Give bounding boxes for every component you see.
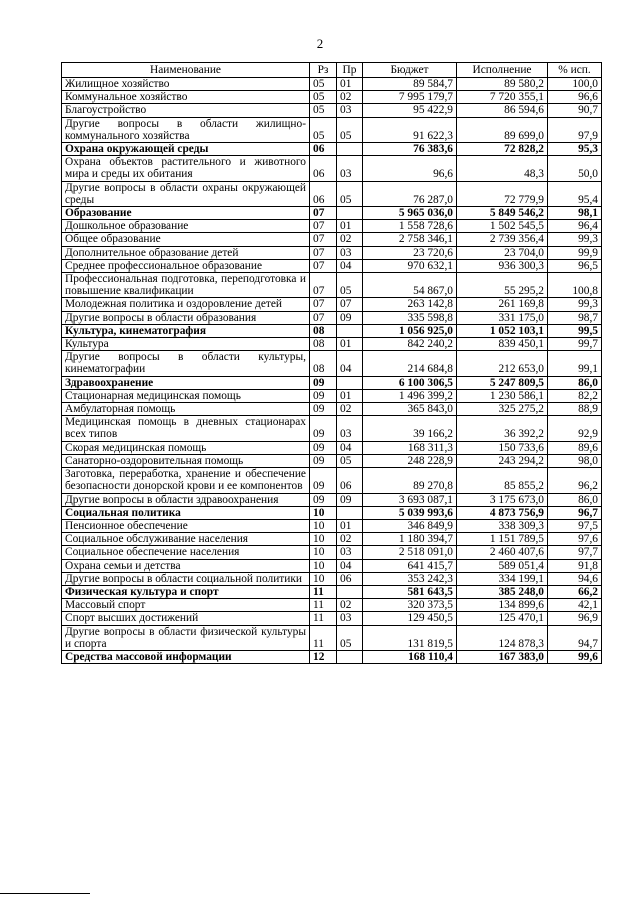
row-execution: 55 295,2 (457, 273, 548, 298)
table-row (62, 181, 602, 206)
section-row (62, 585, 602, 598)
row-name: Другие вопросы в области социальной политики (62, 572, 310, 585)
table-row (62, 78, 602, 91)
row-percent: 99,5 (548, 324, 602, 337)
table-row (62, 559, 602, 572)
table-row (62, 389, 602, 402)
row-pr (337, 376, 363, 389)
row-budget: 7 995 179,7 (363, 91, 457, 104)
row-name: Здравоохранение (62, 376, 310, 389)
row-percent: 98,0 (548, 454, 602, 467)
table-row (62, 599, 602, 612)
row-percent: 94,6 (548, 572, 602, 585)
row-rz: 07 (310, 259, 337, 272)
table-row (62, 612, 602, 625)
row-execution: 4 873 756,9 (457, 506, 548, 519)
row-name: Социальное обслуживание населения (62, 533, 310, 546)
row-execution: 2 739 356,4 (457, 233, 548, 246)
row-execution: 261 169,8 (457, 298, 548, 311)
row-name: Благоустройство (62, 104, 310, 117)
row-name: Среднее профессиональное образование (62, 259, 310, 272)
row-rz: 09 (310, 403, 337, 416)
row-pr: 02 (337, 403, 363, 416)
row-rz: 05 (310, 91, 337, 104)
row-execution: 936 300,3 (457, 259, 548, 272)
row-pr (337, 207, 363, 220)
row-budget: 346 849,9 (363, 519, 457, 532)
row-name: Профессиональная подготовка, переподготовка и повышение квалификации (62, 273, 310, 298)
header-percent: % исп. (548, 63, 602, 78)
row-name: Другие вопросы в области культуры, кинематографии (62, 351, 310, 376)
row-execution: 5 849 546,2 (457, 207, 548, 220)
table-row (62, 416, 602, 441)
row-rz: 11 (310, 612, 337, 625)
row-pr: 05 (337, 454, 363, 467)
row-percent: 88,9 (548, 403, 602, 416)
row-execution: 331 175,0 (457, 311, 548, 324)
row-name: Пенсионное обеспечение (62, 519, 310, 532)
section-row (62, 650, 602, 663)
row-percent: 100,8 (548, 273, 602, 298)
row-execution: 7 720 355,1 (457, 91, 548, 104)
row-budget: 96,6 (363, 156, 457, 181)
row-pr: 01 (337, 220, 363, 233)
row-name: Массовый спорт (62, 599, 310, 612)
row-budget: 6 100 306,5 (363, 376, 457, 389)
row-percent: 96,5 (548, 259, 602, 272)
row-rz: 11 (310, 585, 337, 598)
table-row (62, 91, 602, 104)
row-rz: 09 (310, 468, 337, 493)
row-rz: 07 (310, 220, 337, 233)
row-name: Заготовка, переработка, хранение и обеспечение безопасности донорской крови и ее компонентов (62, 468, 310, 493)
row-pr: 01 (337, 389, 363, 402)
row-rz: 07 (310, 233, 337, 246)
row-name: Социальная политика (62, 506, 310, 519)
row-budget: 76 287,0 (363, 181, 457, 206)
table-row (62, 625, 602, 650)
row-name: Жилищное хозяйство (62, 78, 310, 91)
row-execution: 1 052 103,1 (457, 324, 548, 337)
page-number: 2 (316, 36, 324, 51)
header-execution: Исполнение (457, 63, 548, 78)
row-percent: 42,1 (548, 599, 602, 612)
row-percent: 94,7 (548, 625, 602, 650)
row-budget: 214 684,8 (363, 351, 457, 376)
row-name: Культура (62, 338, 310, 351)
table-row (62, 246, 602, 259)
row-percent: 100,0 (548, 78, 602, 91)
section-row (62, 376, 602, 389)
row-rz: 09 (310, 376, 337, 389)
row-percent: 98,1 (548, 207, 602, 220)
row-percent: 98,7 (548, 311, 602, 324)
table-row (62, 519, 602, 532)
row-rz: 10 (310, 519, 337, 532)
row-budget: 970 632,1 (363, 259, 457, 272)
section-row (62, 324, 602, 337)
row-budget: 2 518 091,0 (363, 546, 457, 559)
row-rz: 07 (310, 311, 337, 324)
row-execution: 134 899,6 (457, 599, 548, 612)
row-rz: 05 (310, 117, 337, 142)
row-budget: 168 311,3 (363, 441, 457, 454)
row-percent: 96,6 (548, 91, 602, 104)
row-rz: 09 (310, 389, 337, 402)
row-pr: 02 (337, 91, 363, 104)
row-budget: 248 228,9 (363, 454, 457, 467)
row-name: Физическая культура и спорт (62, 585, 310, 598)
row-rz: 08 (310, 351, 337, 376)
row-execution: 385 248,0 (457, 585, 548, 598)
row-name: Дошкольное образование (62, 220, 310, 233)
row-pr: 03 (337, 612, 363, 625)
row-execution: 3 175 673,0 (457, 493, 548, 506)
table-row (62, 311, 602, 324)
row-pr: 02 (337, 599, 363, 612)
table-row (62, 351, 602, 376)
row-budget: 3 693 087,1 (363, 493, 457, 506)
header-name: Наименование (62, 63, 310, 78)
row-pr: 09 (337, 493, 363, 506)
row-pr (337, 324, 363, 337)
header-budget: Бюджет (363, 63, 457, 78)
row-pr: 06 (337, 572, 363, 585)
row-pr: 03 (337, 416, 363, 441)
row-pr: 06 (337, 468, 363, 493)
row-percent: 90,7 (548, 104, 602, 117)
row-rz: 07 (310, 298, 337, 311)
row-budget: 95 422,9 (363, 104, 457, 117)
row-name: Молодежная политика и оздоровление детей (62, 298, 310, 311)
row-budget: 131 819,5 (363, 625, 457, 650)
section-row (62, 143, 602, 156)
table-row (62, 493, 602, 506)
row-name: Медицинская помощь в дневных стационарах всех типов (62, 416, 310, 441)
row-rz: 09 (310, 454, 337, 467)
row-percent: 97,9 (548, 117, 602, 142)
row-rz: 12 (310, 650, 337, 663)
row-pr: 09 (337, 311, 363, 324)
table-row (62, 468, 602, 493)
row-rz: 09 (310, 416, 337, 441)
row-rz: 06 (310, 181, 337, 206)
row-execution: 124 878,3 (457, 625, 548, 650)
section-row (62, 506, 602, 519)
row-rz: 10 (310, 572, 337, 585)
row-execution: 2 460 407,6 (457, 546, 548, 559)
row-name: Другие вопросы в области образования (62, 311, 310, 324)
row-budget: 5 039 993,6 (363, 506, 457, 519)
table-row (62, 454, 602, 467)
row-pr: 05 (337, 625, 363, 650)
row-name: Другие вопросы в области физической культуры и спорта (62, 625, 310, 650)
row-budget: 842 240,2 (363, 338, 457, 351)
row-budget: 1 558 728,6 (363, 220, 457, 233)
row-rz: 07 (310, 246, 337, 259)
row-percent: 99,1 (548, 351, 602, 376)
row-budget: 39 166,2 (363, 416, 457, 441)
row-pr: 04 (337, 559, 363, 572)
row-percent: 66,2 (548, 585, 602, 598)
row-name: Коммунальное хозяйство (62, 91, 310, 104)
row-execution: 72 779,9 (457, 181, 548, 206)
row-execution: 36 392,2 (457, 416, 548, 441)
row-percent: 91,8 (548, 559, 602, 572)
row-name: Образование (62, 207, 310, 220)
row-pr (337, 585, 363, 598)
row-budget: 168 110,4 (363, 650, 457, 663)
row-rz: 05 (310, 78, 337, 91)
row-execution: 243 294,2 (457, 454, 548, 467)
row-rz: 10 (310, 546, 337, 559)
row-name: Другие вопросы в области здравоохранения (62, 493, 310, 506)
row-percent: 82,2 (548, 389, 602, 402)
row-rz: 07 (310, 273, 337, 298)
row-rz: 11 (310, 599, 337, 612)
row-percent: 86,0 (548, 493, 602, 506)
row-execution: 1 230 586,1 (457, 389, 548, 402)
row-name: Санаторно-оздоровительная помощь (62, 454, 310, 467)
row-percent: 99,3 (548, 233, 602, 246)
row-percent: 97,5 (548, 519, 602, 532)
row-pr: 01 (337, 78, 363, 91)
row-execution: 5 247 809,5 (457, 376, 548, 389)
row-execution: 125 470,1 (457, 612, 548, 625)
row-execution: 212 653,0 (457, 351, 548, 376)
row-budget: 5 965 036,0 (363, 207, 457, 220)
row-execution: 89 580,2 (457, 78, 548, 91)
row-rz: 09 (310, 441, 337, 454)
row-percent: 97,6 (548, 533, 602, 546)
row-name: Амбулаторная помощь (62, 403, 310, 416)
row-execution: 89 699,0 (457, 117, 548, 142)
row-percent: 50,0 (548, 156, 602, 181)
header-pr: Пр (337, 63, 363, 78)
row-budget: 91 622,3 (363, 117, 457, 142)
row-rz: 08 (310, 338, 337, 351)
row-execution: 167 383,0 (457, 650, 548, 663)
row-execution: 334 199,1 (457, 572, 548, 585)
table-row (62, 220, 602, 233)
row-name: Дополнительное образование детей (62, 246, 310, 259)
table-row (62, 298, 602, 311)
table-row (62, 546, 602, 559)
row-budget: 89 270,8 (363, 468, 457, 493)
row-pr: 02 (337, 233, 363, 246)
row-percent: 96,7 (548, 506, 602, 519)
row-execution: 589 051,4 (457, 559, 548, 572)
row-rz: 11 (310, 625, 337, 650)
row-name: Стационарная медицинская помощь (62, 389, 310, 402)
budget-table (61, 62, 602, 664)
row-name: Социальное обеспечение населения (62, 546, 310, 559)
header-rz: Рз (310, 63, 337, 78)
row-pr: 04 (337, 441, 363, 454)
row-budget: 1 056 925,0 (363, 324, 457, 337)
row-execution: 338 309,3 (457, 519, 548, 532)
row-budget: 581 643,5 (363, 585, 457, 598)
row-pr: 04 (337, 351, 363, 376)
row-pr: 01 (337, 519, 363, 532)
row-budget: 365 843,0 (363, 403, 457, 416)
row-budget: 335 598,8 (363, 311, 457, 324)
row-budget: 320 373,5 (363, 599, 457, 612)
row-budget: 263 142,8 (363, 298, 457, 311)
row-percent: 89,6 (548, 441, 602, 454)
section-row (62, 207, 602, 220)
row-pr: 03 (337, 546, 363, 559)
row-percent: 99,3 (548, 298, 602, 311)
row-pr (337, 506, 363, 519)
row-budget: 89 584,7 (363, 78, 457, 91)
row-pr: 03 (337, 156, 363, 181)
table-row (62, 273, 602, 298)
table-row (62, 259, 602, 272)
table-row (62, 104, 602, 117)
row-percent: 99,6 (548, 650, 602, 663)
row-percent: 97,7 (548, 546, 602, 559)
row-name: Другие вопросы в области жилищно-коммунального хозяйства (62, 117, 310, 142)
row-budget: 1 180 394,7 (363, 533, 457, 546)
row-pr (337, 143, 363, 156)
row-rz: 05 (310, 104, 337, 117)
footer-rule (0, 893, 90, 894)
row-pr: 01 (337, 338, 363, 351)
row-name: Охрана объектов растительного и животного мира и среды их обитания (62, 156, 310, 181)
row-rz: 07 (310, 207, 337, 220)
row-name: Другие вопросы в области охраны окружающей среды (62, 181, 310, 206)
row-budget: 54 867,0 (363, 273, 457, 298)
row-execution: 150 733,6 (457, 441, 548, 454)
table-header-row (62, 63, 602, 78)
row-percent: 96,4 (548, 220, 602, 233)
row-execution: 325 275,2 (457, 403, 548, 416)
row-name: Культура, кинематография (62, 324, 310, 337)
row-budget: 1 496 399,2 (363, 389, 457, 402)
row-execution: 72 828,2 (457, 143, 548, 156)
table-row (62, 572, 602, 585)
table-row (62, 441, 602, 454)
row-execution: 86 594,6 (457, 104, 548, 117)
row-budget: 23 720,6 (363, 246, 457, 259)
row-pr: 05 (337, 273, 363, 298)
row-rz: 10 (310, 559, 337, 572)
row-name: Общее образование (62, 233, 310, 246)
table-row (62, 533, 602, 546)
table-row (62, 156, 602, 181)
row-execution: 23 704,0 (457, 246, 548, 259)
row-percent: 95,3 (548, 143, 602, 156)
row-budget: 76 383,6 (363, 143, 457, 156)
table-row (62, 403, 602, 416)
row-percent: 95,4 (548, 181, 602, 206)
row-rz: 06 (310, 143, 337, 156)
row-budget: 641 415,7 (363, 559, 457, 572)
row-percent: 92,9 (548, 416, 602, 441)
row-execution: 48,3 (457, 156, 548, 181)
table-row (62, 117, 602, 142)
table-row (62, 338, 602, 351)
row-pr: 03 (337, 246, 363, 259)
row-budget: 2 758 346,1 (363, 233, 457, 246)
row-percent: 99,7 (548, 338, 602, 351)
row-budget: 353 242,3 (363, 572, 457, 585)
row-name: Охрана окружающей среды (62, 143, 310, 156)
row-rz: 10 (310, 533, 337, 546)
row-pr: 02 (337, 533, 363, 546)
row-execution: 839 450,1 (457, 338, 548, 351)
row-name: Охрана семьи и детства (62, 559, 310, 572)
row-percent: 86,0 (548, 376, 602, 389)
row-pr (337, 650, 363, 663)
row-rz: 10 (310, 506, 337, 519)
row-execution: 1 151 789,5 (457, 533, 548, 546)
table-row (62, 233, 602, 246)
row-name: Средства массовой информации (62, 650, 310, 663)
row-name: Спорт высших достижений (62, 612, 310, 625)
row-pr: 04 (337, 259, 363, 272)
row-pr: 03 (337, 104, 363, 117)
row-pr: 05 (337, 181, 363, 206)
row-name: Скорая медицинская помощь (62, 441, 310, 454)
row-percent: 96,2 (548, 468, 602, 493)
row-execution: 1 502 545,5 (457, 220, 548, 233)
row-budget: 129 450,5 (363, 612, 457, 625)
row-rz: 09 (310, 493, 337, 506)
row-execution: 85 855,2 (457, 468, 548, 493)
row-pr: 07 (337, 298, 363, 311)
row-pr: 05 (337, 117, 363, 142)
row-percent: 99,9 (548, 246, 602, 259)
row-rz: 08 (310, 324, 337, 337)
row-rz: 06 (310, 156, 337, 181)
row-percent: 96,9 (548, 612, 602, 625)
